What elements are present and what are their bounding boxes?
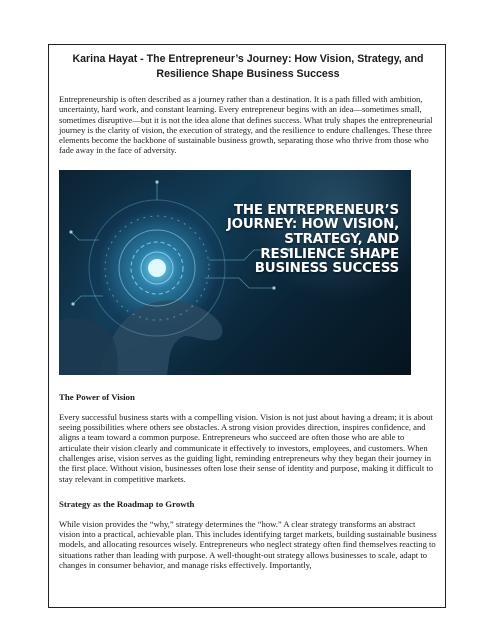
section-body-strategy: While vision provides the “why,” strategy determines the “how.” A clear strategy transforms an abstract vision into a practical, achievable plan. This includes identifying target markets, building sustainable business models, and allocating resources wisely. Entrepreneurs who neglect strategy often find themselves reacting to situations rather than leading with purpose. A well-thought-out strategy allows businesses to scale, adapt to changes in consumer behavior, and manage risks effectively. Importantly, xyxy=(59,518,437,571)
document-page xyxy=(59,52,437,570)
section-heading-vision: The Power of Vision xyxy=(59,391,135,402)
document-title: Karina Hayat - The Entrepreneur’s Journey: How Vision, Strategy, and Resilience Shape Business Success xyxy=(72,53,424,80)
section-body-vision: Every successful business starts with a compelling vision. Vision is not just about having a dream; it is about seeing possibilities where others see obstacles. A strong vision provides direction, inspires confidence, and aligns a team toward a common purpose. Entrepreneurs who succeed are often those who are able to articulate their vision clearly and communicate it effectively to investors, employees, and customers. When challenges arise, vision serves as the guiding light, reminding entrepreneurs why they began their journey in the first place. Without vision, businesses often lose their sense of identity and purpose, making it difficult to stay relevant in competitive markets. xyxy=(59,411,434,484)
hero-caption: THE ENTREPRENEUR’S JOURNEY: HOW VISION, STRATEGY, AND RESILIENCE SHAPE BUSINESS SUCCESS xyxy=(226,202,399,277)
section-heading-strategy: Strategy as the Roadmap to Growth xyxy=(59,498,195,509)
hero-image xyxy=(59,170,411,375)
intro-paragraph: Entrepreneurship is often described as a journey rather than a destination. It is a path filled with ambition, uncertainty, hard work, and constant learning. Every entrepreneur begins with an idea—sometimes small, sometimes disruptive—but it is not the idea alone that defines success. What truly shapes the entrepreneurial journey is the clarity of vision, the execution of strategy, and the resilience to endure challenges. These three elements become the backbone of sustainable business growth, separating those who thrive from those who fade away in the face of adversity. xyxy=(59,94,433,156)
